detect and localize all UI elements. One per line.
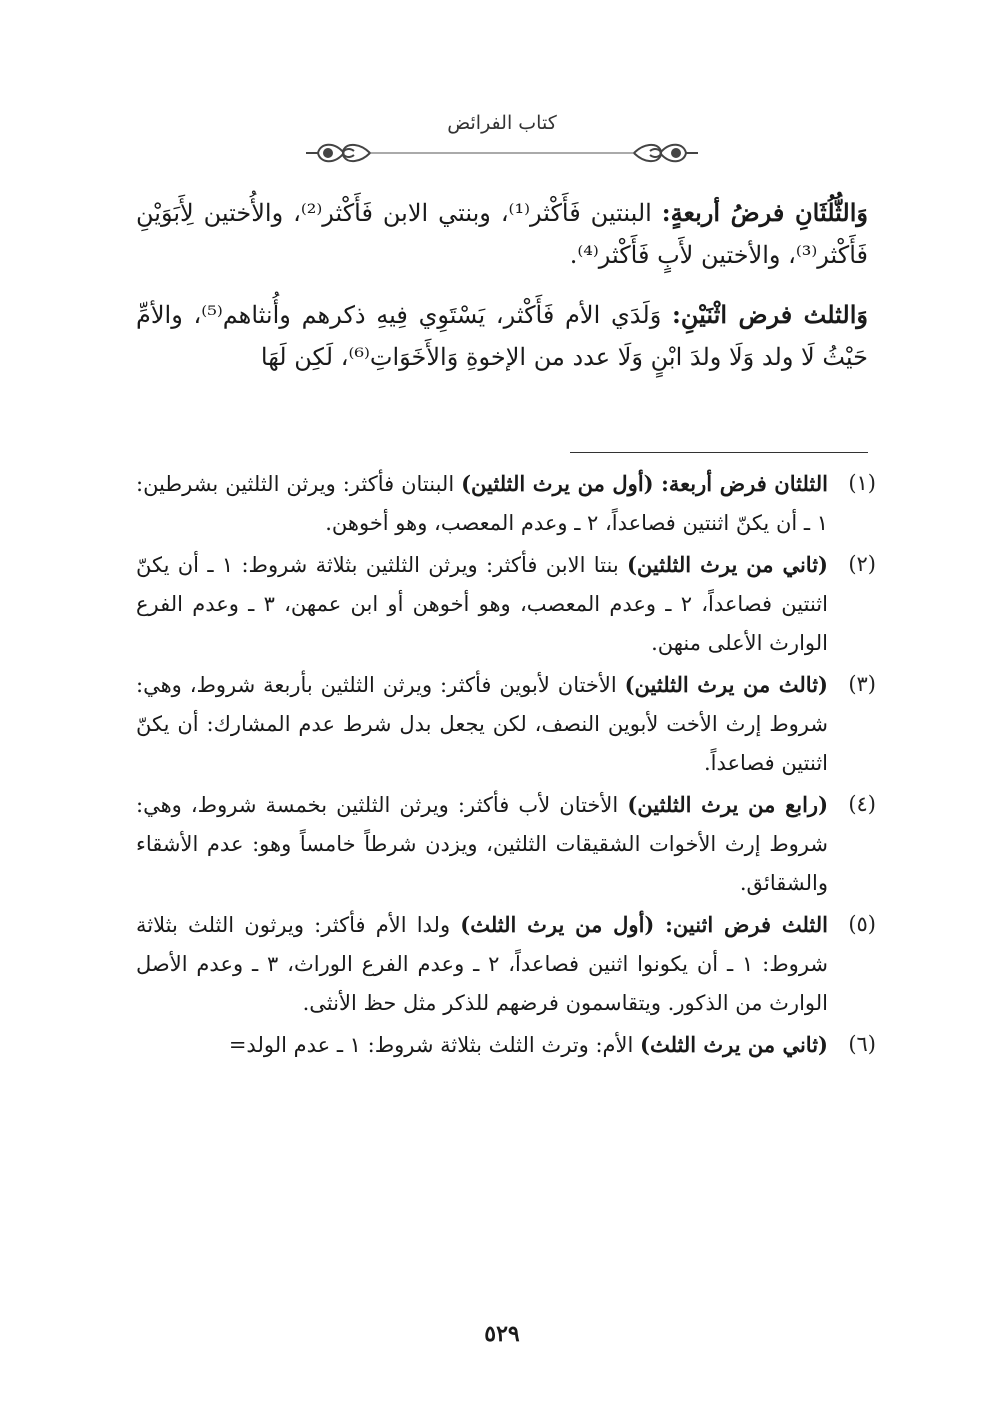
footnote: [136, 665, 876, 783]
footnote-heading: (ثاني من يرث الثلثين): [627, 552, 828, 577]
footnote-separator: [570, 452, 868, 453]
page-header: [0, 112, 1004, 172]
footnote-text: الأم: وترث الثلث بثلاثة شروط: ١ ـ عدم الولد=: [228, 1033, 641, 1057]
footnote-heading: (رابع من يرث الثلثين): [627, 792, 829, 817]
paragraph-one-third: [136, 294, 868, 378]
footnote-text: الأختان لأبوين فأكثر: ويرثن الثلثين بأربعة شروط، وهي: شروط إرث الأخت لأبوين النصف، لكن يجعل بدل شرط عدم المشارك: أن يكنّ اثنتين فصاعداً.: [136, 673, 828, 775]
paragraph-two-thirds: [136, 192, 868, 276]
footnote: [136, 785, 876, 903]
footnote-number: (٤): [848, 792, 876, 816]
footnote-heading: الثلث فرض اثنين: (أول من يرث الثلث): [460, 912, 828, 937]
footnote-text: ولدا الأم فأكثر: ويرثون الثلث بثلاثة شروط: ١ ـ أن يكونوا اثنين فصاعداً، ٢ ـ وعدم الفرع الوراث، ٣ ـ وعدم الأصل الوارث من الذكور. ويتقاسمون فرضهم للذكر مثل حظ الأنثى.: [136, 913, 829, 1015]
footnote-heading: (ثالث من يرث الثلثين): [624, 672, 828, 697]
footnote: [136, 464, 876, 543]
footnote: [136, 545, 876, 663]
footnote-text: بنتا الابن فأكثر: ويرثن الثلثين بثلاثة شروط: ١ ـ أن يكنّ اثنتين فصاعداً، ٢ ـ وعدم المعصب، وهو أخوهن أو ابن عمهن، ٣ ـ وعدم الفرع الوارث الأعلى منهن.: [136, 553, 828, 655]
paragraph-body: البنتين فَأَكْثر⁽¹⁾، وبنتي الابن فَأَكْثر⁽²⁾، والأُختين لِأَبَوَيْنِ فَأَكْثر⁽³⁾، والأختين لأَبٍ فَأَكْثر⁽⁴⁾.: [136, 199, 868, 269]
footnote-number: (٦): [848, 1032, 876, 1056]
running-title: كتاب الفرائض: [447, 112, 557, 134]
footnotes: [136, 464, 876, 1067]
footnote-number: (٢): [848, 552, 876, 576]
footnote-text: البنتان فأكثر: ويرثن الثلثين بشرطين: ١ ـ أن يكنّ اثنتين فصاعداً، ٢ ـ وعدم المعصب، وهو أخوهن.: [136, 472, 828, 535]
footnote-text: الأختان لأب فأكثر: ويرثن الثلثين بخمسة شروط، وهي: شروط إرث الأخوات الشقيقات الثلثين، ويزدن شرطاً خامساً وهو: عدم الأشقاء والشقائق.: [136, 793, 828, 895]
paragraph-body: وَلَدَي الأم فَأَكْثر، يَسْتَوِي فِيهِ ذكرهم وأُنثاهم⁽⁵⁾، والأمِّ حَيْثُ لَا ولد وَلَا ولدَ ابْنٍ وَلَا عدد من الإخوةِ وَالأَخَوَاتِ⁽⁶⁾، لَكِن لَهَا: [136, 301, 868, 371]
page-number: ٥٢٩: [484, 1321, 520, 1347]
footnote-heading: الثلثان فرض أربعة: (أول من يرث الثلثين): [461, 471, 828, 496]
footnote-heading: (ثاني من يرث الثلث): [640, 1032, 828, 1057]
floral-divider-icon: [300, 136, 704, 170]
paragraph-heading: وَالثُّلُثَانِ فرضُ أربعةٍ:: [661, 198, 868, 227]
footnote-number: (٣): [848, 672, 876, 696]
main-text: [136, 192, 868, 378]
footnote-number: (٥): [848, 912, 876, 936]
footnote: [136, 905, 876, 1023]
paragraph-heading: وَالثلث فرض اثْنَيْنِ:: [672, 300, 868, 329]
footnote: [136, 1025, 876, 1065]
footnote-number: (١): [848, 471, 876, 495]
